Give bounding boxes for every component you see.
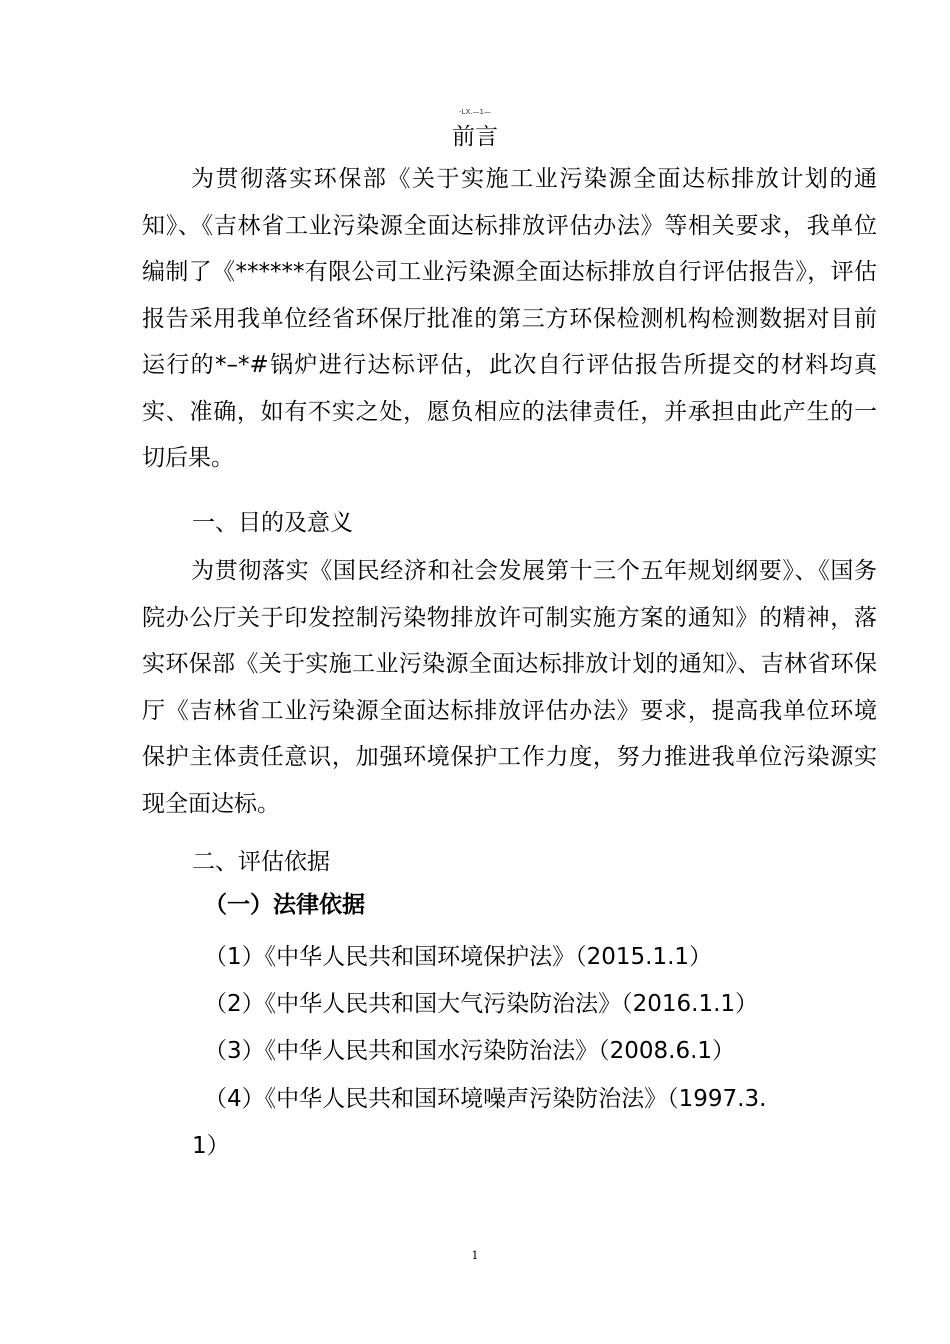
section-1-heading: 一、目的及意义 (192, 510, 353, 536)
law-item-continuation: 1） (192, 1133, 230, 1159)
page-number: 1 (471, 1249, 479, 1262)
legal-basis-subheading: （一）法律依据 (204, 892, 365, 918)
section-1-paragraph: 为贯彻落实《国民经济和社会发展第十三个五年规划纲要》、《国务院办公厅关于印发控制污染物排放许可制实施方案的通知》的精神，落实环保部《关于实施工业污染源全面达标排放计划的通知》、吉林省环保厅《吉林省工业污染源全面达标排放评估办法》要求，提高我单位环境保护主体责任意识，加强环境保护工作力度，努力推进我单位污染源实现全面达标。 (142, 558, 877, 817)
section-2-heading: 二、评估依据 (192, 849, 330, 875)
law-item: （2）《中华人民共和国大气污染防治法》（2016.1.1） (204, 991, 759, 1017)
intro-paragraph: 为贯彻落实环保部《关于实施工业污染源全面达标排放计划的通知》、《吉林省工业污染源全面达标排放评估办法》等相关要求，我单位编制了《******有限公司工业污染源全面达标排放自行评估报告》，评估报告采用我单位经省环保厅批准的第三方环保检测机构检测数据对目前运行的*–*#锅炉进行达标评估，此次自行评估报告所提交的材料均真实、准确，如有不实之处，愿负相应的法律责任，并承担由此产生的一切后果。 (142, 166, 877, 471)
header-mark: -LX.—1— (459, 108, 491, 116)
law-item: （1）《中华人民共和国环境保护法》（2015.1.1） (204, 944, 713, 970)
page-title: 前言 (452, 124, 498, 150)
law-item: （3）《中华人民共和国水污染防治法》（2008.6.1） (204, 1038, 736, 1064)
law-item: （4）《中华人民共和国环境噪声污染防治法》（1997.3. (204, 1086, 767, 1112)
